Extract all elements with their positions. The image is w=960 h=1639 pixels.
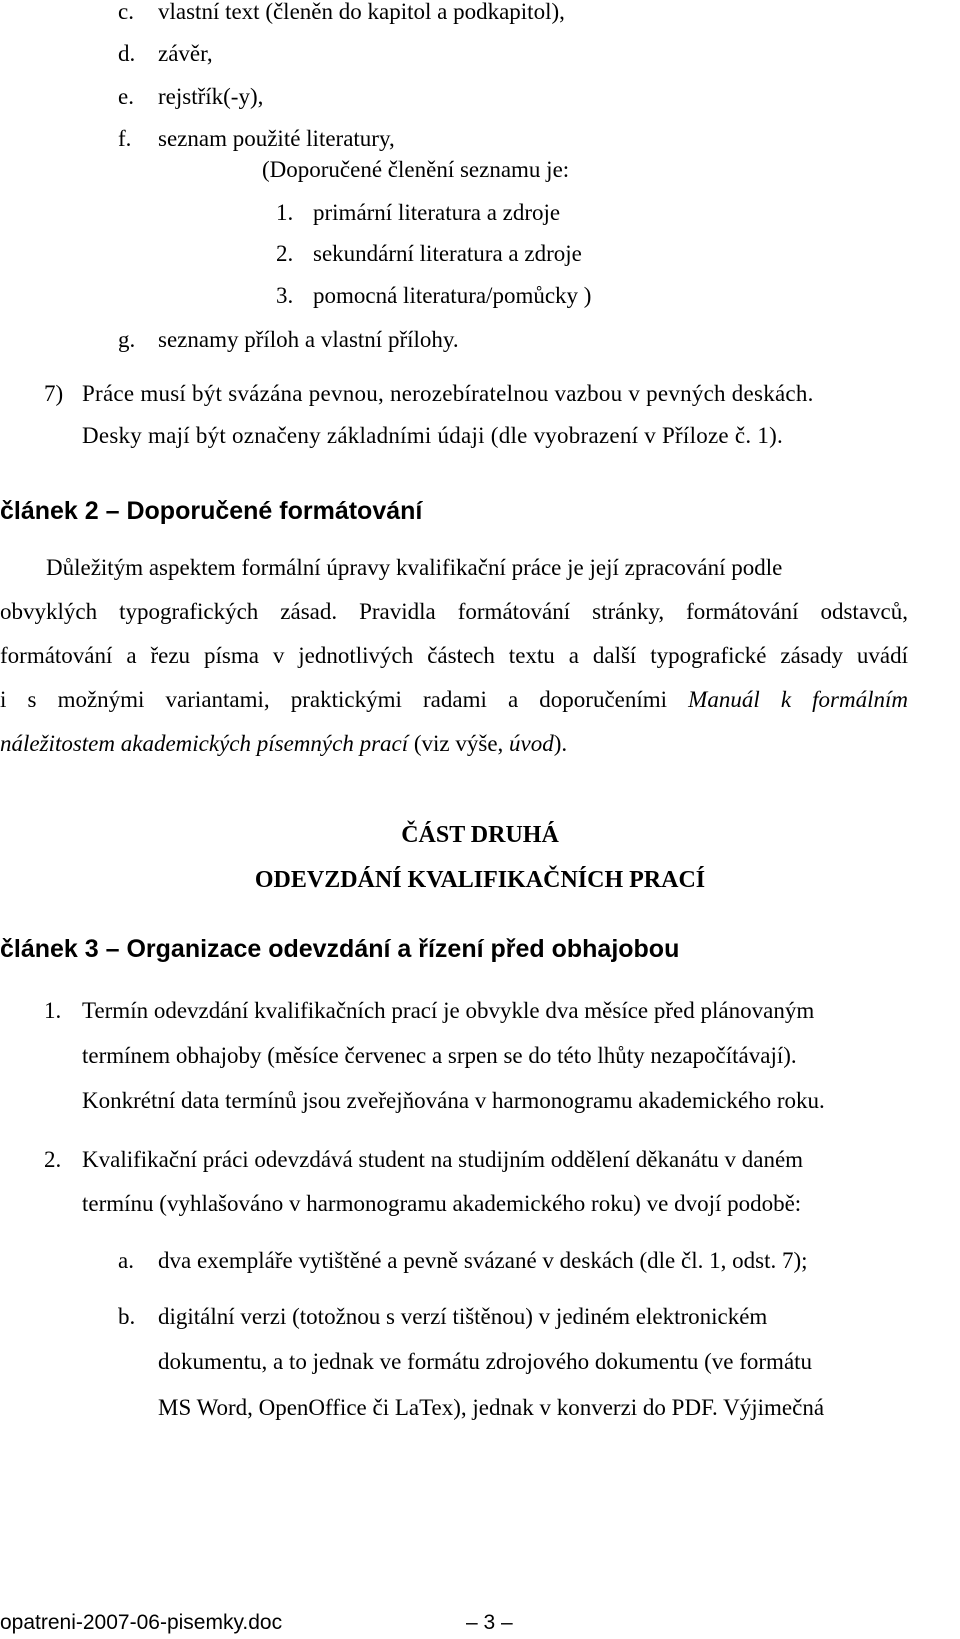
paragraph-line: Kvalifikační práci odevzdává student na studijním oddělení děkanátu v daném <box>82 1147 804 1172</box>
list-text: seznam použité literatury, <box>158 126 395 151</box>
list-marker: 2. <box>276 241 294 266</box>
article-3-heading: článek 3 – Organizace odevzdání a řízení před obhajobou <box>0 935 680 963</box>
list-text: rejstřík(-y), <box>158 84 264 109</box>
rule-text: Desky mají být označeny základními údaji (dle vyobrazení v Příloze č. 1). <box>82 423 783 448</box>
paragraph-line: Termín odevzdání kvalifikačních prací je obvykle dva měsíce před plánovaným <box>82 998 815 1023</box>
part-title: ČÁST DRUHÁ <box>401 822 559 848</box>
list-text: závěr, <box>158 41 213 66</box>
footer-filename: opatreni-2007-06-pisemky.doc <box>0 1611 283 1634</box>
paragraph-line: dva exempláře vytištěné a pevně svázané v deskách (dle čl. 1, odst. 7); <box>158 1248 808 1273</box>
list-marker: f. <box>118 126 132 151</box>
footer-page-number: – 3 – <box>466 1611 513 1634</box>
paragraph-line: obvyklých typografických zásad. Pravidla formátování stránky, formátování odstavců, <box>0 599 908 624</box>
article-2-heading: článek 2 – Doporučené formátování <box>0 497 423 525</box>
paragraph-line: digitální verzi (totožnou s verzí tištěnou) v jediném elektronickém <box>158 1304 768 1329</box>
paragraph-line: MS Word, OpenOffice či LaTex), jednak v konverzi do PDF. Výjimečná <box>158 1395 825 1420</box>
list-marker: 7) <box>44 381 64 406</box>
paragraph-line: Důležitým aspektem formální úpravy kvalifikační práce je její zpracování podle <box>46 555 783 580</box>
list-marker: 1. <box>276 200 294 225</box>
list-marker: 1. <box>44 998 62 1023</box>
list-text: vlastní text (členěn do kapitol a podkapitol), <box>158 0 565 24</box>
part-subtitle: ODEVZDÁNÍ KVALIFIKAČNÍCH PRACÍ <box>254 867 706 893</box>
paragraph-line: dokumentu, a to jednak ve formátu zdrojového dokumentu (ve formátu <box>158 1349 813 1374</box>
list-text: pomocná literatura/pomůcky ) <box>313 283 592 308</box>
paragraph-line: i s možnými variantami, praktickými radami a doporučeními Manuál k formálním <box>0 687 908 712</box>
paragraph-line: termínu (vyhlašováno v harmonogramu akademického roku) ve dvojí podobě: <box>82 1191 802 1216</box>
list-text: sekundární literatura a zdroje <box>313 241 582 266</box>
paragraph-line: termínem obhajoby (měsíce červenec a srpen se do této lhůty nezapočítávají). <box>82 1043 797 1068</box>
list-text: primární literatura a zdroje <box>313 200 561 225</box>
paragraph-line: formátování a řezu písma v jednotlivých částech textu a další typografické zásady uvádí <box>0 643 908 668</box>
bibliography-note: (Doporučené členění seznamu je: <box>262 157 570 182</box>
paragraph-line: náležitostem akademických písemných prací (viz výše, úvod). <box>0 731 568 756</box>
list-marker: a. <box>118 1248 134 1273</box>
list-marker: c. <box>118 0 134 24</box>
list-text: seznamy příloh a vlastní přílohy. <box>158 327 459 352</box>
list-marker: 2. <box>44 1147 62 1172</box>
list-marker: 3. <box>276 283 294 308</box>
list-marker: b. <box>118 1304 136 1329</box>
list-marker: d. <box>118 41 136 66</box>
paragraph-line: Konkrétní data termínů jsou zveřejňována v harmonogramu akademického roku. <box>82 1088 825 1113</box>
list-marker: e. <box>118 84 134 109</box>
list-marker: g. <box>118 327 136 352</box>
rule-text: Práce musí být svázána pevnou, nerozebíratelnou vazbou v pevných deskách. <box>82 381 814 406</box>
